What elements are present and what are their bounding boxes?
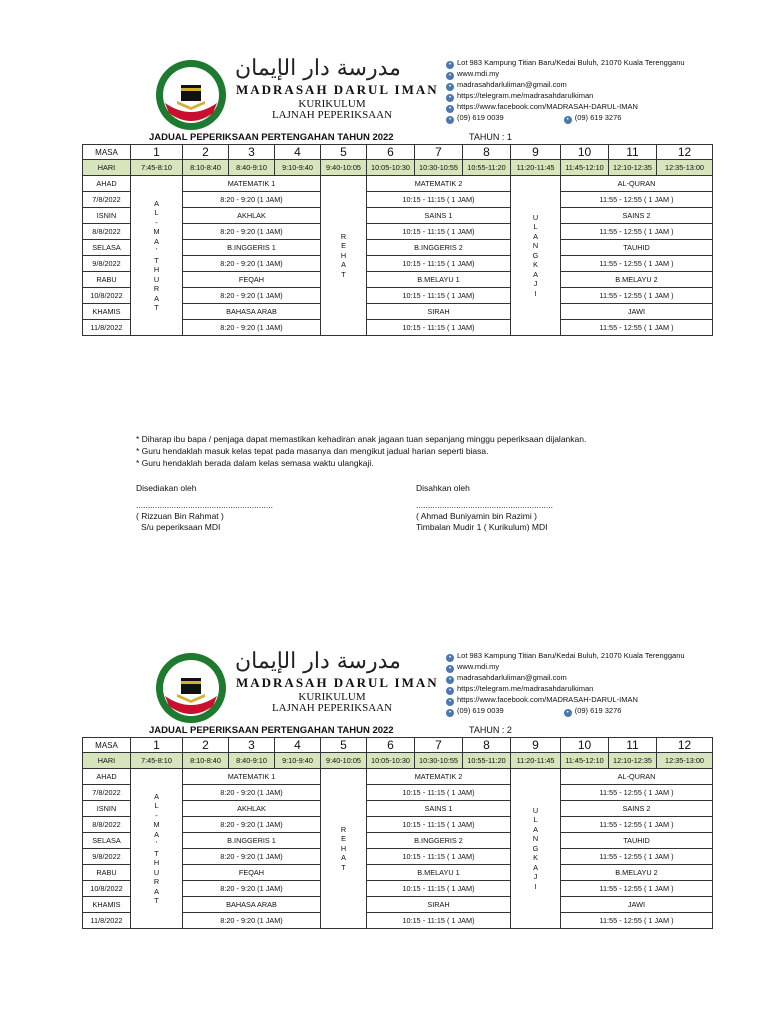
period-number: 10 <box>561 738 609 753</box>
prepared-by-block <box>136 483 273 533</box>
time-cell: 8:20 - 9:20 (1 JAM) <box>183 817 321 833</box>
subject-cell: AL-QURAN <box>561 176 713 192</box>
period-time: 11:20-11:45 <box>511 160 561 176</box>
time-cell: 11:55 - 12:55 ( 1 JAM ) <box>561 849 713 865</box>
time-cell: 10:15 - 11:15 ( 1 JAM) <box>367 224 511 240</box>
day-cell: RABU <box>83 272 131 288</box>
dept-line2: LAJNAH PEPERIKSAAN <box>271 702 393 714</box>
time-cell: 8:20 - 9:20 (1 JAM) <box>183 881 321 897</box>
period-number: 12 <box>657 145 713 160</box>
period-time: 12:35-13:00 <box>657 160 713 176</box>
fax-icon: • <box>564 116 572 124</box>
day-cell: AHAD <box>83 769 131 785</box>
arabic-school-name: مدرسة دار الإيمان <box>235 56 401 81</box>
period-number: 12 <box>657 738 713 753</box>
subject-cell: B.MELAYU 2 <box>561 865 713 881</box>
period-time: 8:40-9:10 <box>229 160 275 176</box>
period-time: 9:40-10:05 <box>321 160 367 176</box>
period-number: 5 <box>321 145 367 160</box>
school-logo-icon <box>155 652 227 724</box>
alma-thurat-text: A L - M A ' T H U R A T <box>153 198 160 312</box>
time-cell: 8:20 - 9:20 (1 JAM) <box>183 785 321 801</box>
subject-cell: TAUHID <box>561 833 713 849</box>
time-cell: 10:15 - 11:15 ( 1 JAM) <box>367 256 511 272</box>
subject-cell: AL-QURAN <box>561 769 713 785</box>
subject-cell: AKHLAK <box>183 801 321 817</box>
approved-by-block <box>416 483 553 533</box>
time-cell: 10:15 - 11:15 ( 1 JAM) <box>367 320 511 336</box>
signature-line: .......................................................... <box>416 500 553 510</box>
time-cell: 10:15 - 11:15 ( 1 JAM) <box>367 849 511 865</box>
dept-line2: LAJNAH PEPERIKSAAN <box>271 109 393 121</box>
email-icon: • <box>446 83 454 91</box>
time-cell: 11:55 - 12:55 ( 1 JAM ) <box>561 881 713 897</box>
period-time: 10:05-10:30 <box>367 753 415 769</box>
time-cell: 11:55 - 12:55 ( 1 JAM ) <box>561 288 713 304</box>
subject-cell: SAINS 1 <box>367 801 511 817</box>
date-cell: 7/8/2022 <box>83 785 131 801</box>
school-name: MADRASAH DARUL IMAN <box>236 82 439 97</box>
period-time: 12:10-12:35 <box>609 160 657 176</box>
contact-fax: (09) 619 3276 <box>574 113 622 122</box>
period-time: 12:10-12:35 <box>609 753 657 769</box>
schedule-table <box>82 737 713 929</box>
phone-icon: • <box>446 709 454 717</box>
rehat-cell <box>321 769 367 929</box>
time-cell: 10:15 - 11:15 ( 1 JAM) <box>367 881 511 897</box>
subject-cell: B.INGGERIS 2 <box>367 833 511 849</box>
ulangkaji-cell <box>511 769 561 929</box>
school-logo-icon <box>155 59 227 131</box>
contact-web: www.mdi.my <box>457 69 500 78</box>
time-cell: 11:55 - 12:55 ( 1 JAM ) <box>561 256 713 272</box>
time-cell: 8:20 - 9:20 (1 JAM) <box>183 849 321 865</box>
time-cell: 8:20 - 9:20 (1 JAM) <box>183 288 321 304</box>
time-cell: 10:15 - 11:15 ( 1 JAM) <box>367 785 511 801</box>
time-cell: 11:55 - 12:55 ( 1 JAM ) <box>561 320 713 336</box>
notes-list <box>136 433 586 469</box>
subject-cell: JAWI <box>561 897 713 913</box>
note-item: * Diharap ibu bapa / penjaga dapat memastikan kehadiran anak jagaan tuan sepanjang minggu peperiksaan dijalankan. <box>136 434 587 444</box>
subject-cell: B.MELAYU 1 <box>367 272 511 288</box>
date-cell: 8/8/2022 <box>83 224 131 240</box>
alma-thurat-cell <box>131 769 183 929</box>
period-number: 8 <box>463 145 511 160</box>
facebook-icon: • <box>446 105 454 113</box>
date-cell: 9/8/2022 <box>83 256 131 272</box>
date-cell: 10/8/2022 <box>83 881 131 897</box>
contact-block <box>446 58 716 124</box>
period-time: 8:10-8:40 <box>183 753 229 769</box>
dept-line1: KURIKULUM <box>298 691 366 703</box>
day-cell: SELASA <box>83 240 131 256</box>
period-time: 7:45-8:10 <box>131 753 183 769</box>
time-cell: 8:20 - 9:20 (1 JAM) <box>183 224 321 240</box>
subject-cell: AKHLAK <box>183 208 321 224</box>
rehat-text: R E H A T <box>340 824 347 872</box>
period-time: 8:10-8:40 <box>183 160 229 176</box>
facebook-icon: • <box>446 698 454 706</box>
subject-cell: FEQAH <box>183 865 321 881</box>
time-cell: 8:20 - 9:20 (1 JAM) <box>183 192 321 208</box>
subject-cell: MATEMATIK 1 <box>183 176 321 192</box>
contact-block <box>446 651 716 717</box>
period-number: 10 <box>561 145 609 160</box>
day-cell: AHAD <box>83 176 131 192</box>
period-number: 7 <box>415 738 463 753</box>
period-number: 6 <box>367 145 415 160</box>
period-time: 9:10-9:40 <box>275 160 321 176</box>
contact-web: www.mdi.my <box>457 662 500 671</box>
hari-header: HARI <box>83 753 131 769</box>
subject-cell: MATEMATIK 2 <box>367 769 511 785</box>
subject-cell: BAHASA ARAB <box>183 897 321 913</box>
subject-cell: B.INGGERIS 2 <box>367 240 511 256</box>
approved-label: Disahkan oleh <box>416 483 470 493</box>
date-cell: 7/8/2022 <box>83 192 131 208</box>
time-cell: 11:55 - 12:55 ( 1 JAM ) <box>561 192 713 208</box>
contact-email: madrasahdarluliman@gmail.com <box>457 80 567 89</box>
approved-role: Timbalan Mudir 1 ( Kurikulum) MDI <box>416 522 548 532</box>
period-number: 1 <box>131 145 183 160</box>
period-number: 11 <box>609 145 657 160</box>
subject-cell: MATEMATIK 1 <box>183 769 321 785</box>
note-item: * Guru hendaklah berada dalam kelas semasa waktu ulangkaji. <box>136 458 374 468</box>
period-number: 4 <box>275 738 321 753</box>
exam-title: JADUAL PEPERIKSAAN PERTENGAHAN TAHUN 2022 <box>149 725 394 736</box>
period-number: 9 <box>511 145 561 160</box>
signature-line: .......................................................... <box>136 500 273 510</box>
fax-icon: • <box>564 709 572 717</box>
tahun-value: 2 <box>506 725 512 735</box>
subject-cell: B.MELAYU 1 <box>367 865 511 881</box>
masa-header: MASA <box>83 145 131 160</box>
time-cell: 11:55 - 12:55 ( 1 JAM ) <box>561 913 713 929</box>
time-cell: 10:15 - 11:15 ( 1 JAM) <box>367 817 511 833</box>
day-cell: SELASA <box>83 833 131 849</box>
alma-thurat-text: A L - M A ' T H U R A T <box>153 791 160 905</box>
subject-cell: SAINS 2 <box>561 208 713 224</box>
time-cell: 10:15 - 11:15 ( 1 JAM) <box>367 192 511 208</box>
location-icon: • <box>446 61 454 69</box>
contact-phone: (09) 619 0039 <box>457 706 504 715</box>
date-cell: 11/8/2022 <box>83 320 131 336</box>
phone-icon: • <box>446 116 454 124</box>
ulangkaji-text: U L A N G K A J I <box>532 805 539 891</box>
period-number: 6 <box>367 738 415 753</box>
time-cell: 8:20 - 9:20 (1 JAM) <box>183 913 321 929</box>
subject-cell: SIRAH <box>367 897 511 913</box>
rehat-cell <box>321 176 367 336</box>
exam-sheet-tahun-1 <box>0 0 768 380</box>
ulangkaji-text: U L A N G K A J I <box>532 212 539 298</box>
telegram-icon: • <box>446 687 454 695</box>
time-cell: 11:55 - 12:55 ( 1 JAM ) <box>561 817 713 833</box>
period-time: 9:40-10:05 <box>321 753 367 769</box>
contact-telegram: https://telegram.me/madrasahdarulkiman <box>457 91 594 100</box>
period-time: 11:45-12:10 <box>561 160 609 176</box>
subject-cell: FEQAH <box>183 272 321 288</box>
subject-cell: MATEMATIK 2 <box>367 176 511 192</box>
contact-address: Lot 983 Kampung Titian Baru/Kedai Buluh, 21070 Kuala Terengganu <box>457 651 685 660</box>
contact-fax: (09) 619 3276 <box>574 706 622 715</box>
date-cell: 9/8/2022 <box>83 849 131 865</box>
web-icon: • <box>446 665 454 673</box>
contact-address: Lot 983 Kampung Titian Baru/Kedai Buluh, 21070 Kuala Terengganu <box>457 58 685 67</box>
period-number: 8 <box>463 738 511 753</box>
day-cell: RABU <box>83 865 131 881</box>
web-icon: • <box>446 72 454 80</box>
day-cell: KHAMIS <box>83 304 131 320</box>
contact-facebook: https://www.facebook.com/MADRASAH-DARUL-IMAN <box>457 102 638 111</box>
period-number: 3 <box>229 145 275 160</box>
time-cell: 8:20 - 9:20 (1 JAM) <box>183 256 321 272</box>
subject-cell: B.INGGERIS 1 <box>183 833 321 849</box>
masa-header: MASA <box>83 738 131 753</box>
tahun-label: TAHUN : 2 <box>469 725 512 735</box>
day-cell: ISNIN <box>83 208 131 224</box>
day-cell: KHAMIS <box>83 897 131 913</box>
rehat-text: R E H A T <box>340 231 347 279</box>
school-name: MADRASAH DARUL IMAN <box>236 675 439 690</box>
period-time: 11:45-12:10 <box>561 753 609 769</box>
subject-cell: SIRAH <box>367 304 511 320</box>
tahun-value: 1 <box>506 132 512 142</box>
period-number: 2 <box>183 738 229 753</box>
period-time: 10:30-10:55 <box>415 753 463 769</box>
date-cell: 8/8/2022 <box>83 817 131 833</box>
email-icon: • <box>446 676 454 684</box>
schedule-table <box>82 144 713 336</box>
period-number: 11 <box>609 738 657 753</box>
subject-cell: SAINS 1 <box>367 208 511 224</box>
time-cell: 10:15 - 11:15 ( 1 JAM) <box>367 288 511 304</box>
period-time: 9:10-9:40 <box>275 753 321 769</box>
contact-email: madrasahdarluliman@gmail.com <box>457 673 567 682</box>
period-time: 10:55-11:20 <box>463 753 511 769</box>
ulangkaji-cell <box>511 176 561 336</box>
subject-cell: SAINS 2 <box>561 801 713 817</box>
period-time: 11:20-11:45 <box>511 753 561 769</box>
dept-line1: KURIKULUM <box>298 98 366 110</box>
subject-cell: B.MELAYU 2 <box>561 272 713 288</box>
note-item: * Guru hendaklah masuk kelas tepat pada masanya dan mengikut jadual harian seperti biasa. <box>136 446 489 456</box>
time-cell: 8:20 - 9:20 (1 JAM) <box>183 320 321 336</box>
period-number: 4 <box>275 145 321 160</box>
exam-sheet-tahun-2 <box>0 593 768 933</box>
period-time: 12:35-13:00 <box>657 753 713 769</box>
contact-telegram: https://telegram.me/madrasahdarulkiman <box>457 684 594 693</box>
period-number: 7 <box>415 145 463 160</box>
tahun-label: TAHUN : 1 <box>469 132 512 142</box>
prepared-role: S/u peperiksaan MDI <box>141 522 221 532</box>
telegram-icon: • <box>446 94 454 102</box>
period-time: 7:45-8:10 <box>131 160 183 176</box>
period-time: 10:30-10:55 <box>415 160 463 176</box>
subject-cell: JAWI <box>561 304 713 320</box>
prepared-label: Disediakan oleh <box>136 483 197 493</box>
period-time: 10:05-10:30 <box>367 160 415 176</box>
period-number: 5 <box>321 738 367 753</box>
subject-cell: TAUHID <box>561 240 713 256</box>
alma-thurat-cell <box>131 176 183 336</box>
subject-cell: B.INGGERIS 1 <box>183 240 321 256</box>
contact-facebook: https://www.facebook.com/MADRASAH-DARUL-IMAN <box>457 695 638 704</box>
arabic-school-name: مدرسة دار الإيمان <box>235 649 401 674</box>
time-cell: 11:55 - 12:55 ( 1 JAM ) <box>561 224 713 240</box>
day-cell: ISNIN <box>83 801 131 817</box>
period-number: 2 <box>183 145 229 160</box>
hari-header: HARI <box>83 160 131 176</box>
period-number: 1 <box>131 738 183 753</box>
exam-title: JADUAL PEPERIKSAAN PERTENGAHAN TAHUN 2022 <box>149 132 394 143</box>
date-cell: 10/8/2022 <box>83 288 131 304</box>
subject-cell: BAHASA ARAB <box>183 304 321 320</box>
date-cell: 11/8/2022 <box>83 913 131 929</box>
period-time: 8:40-9:10 <box>229 753 275 769</box>
period-time: 10:55-11:20 <box>463 160 511 176</box>
time-cell: 11:55 - 12:55 ( 1 JAM ) <box>561 785 713 801</box>
period-number: 3 <box>229 738 275 753</box>
period-number: 9 <box>511 738 561 753</box>
location-icon: • <box>446 654 454 662</box>
approved-name: ( Ahmad Buniyamin bin Razimi ) <box>416 511 537 521</box>
time-cell: 10:15 - 11:15 ( 1 JAM) <box>367 913 511 929</box>
prepared-name: ( Rizzuan Bin Rahmat ) <box>136 511 224 521</box>
contact-phone: (09) 619 0039 <box>457 113 504 122</box>
